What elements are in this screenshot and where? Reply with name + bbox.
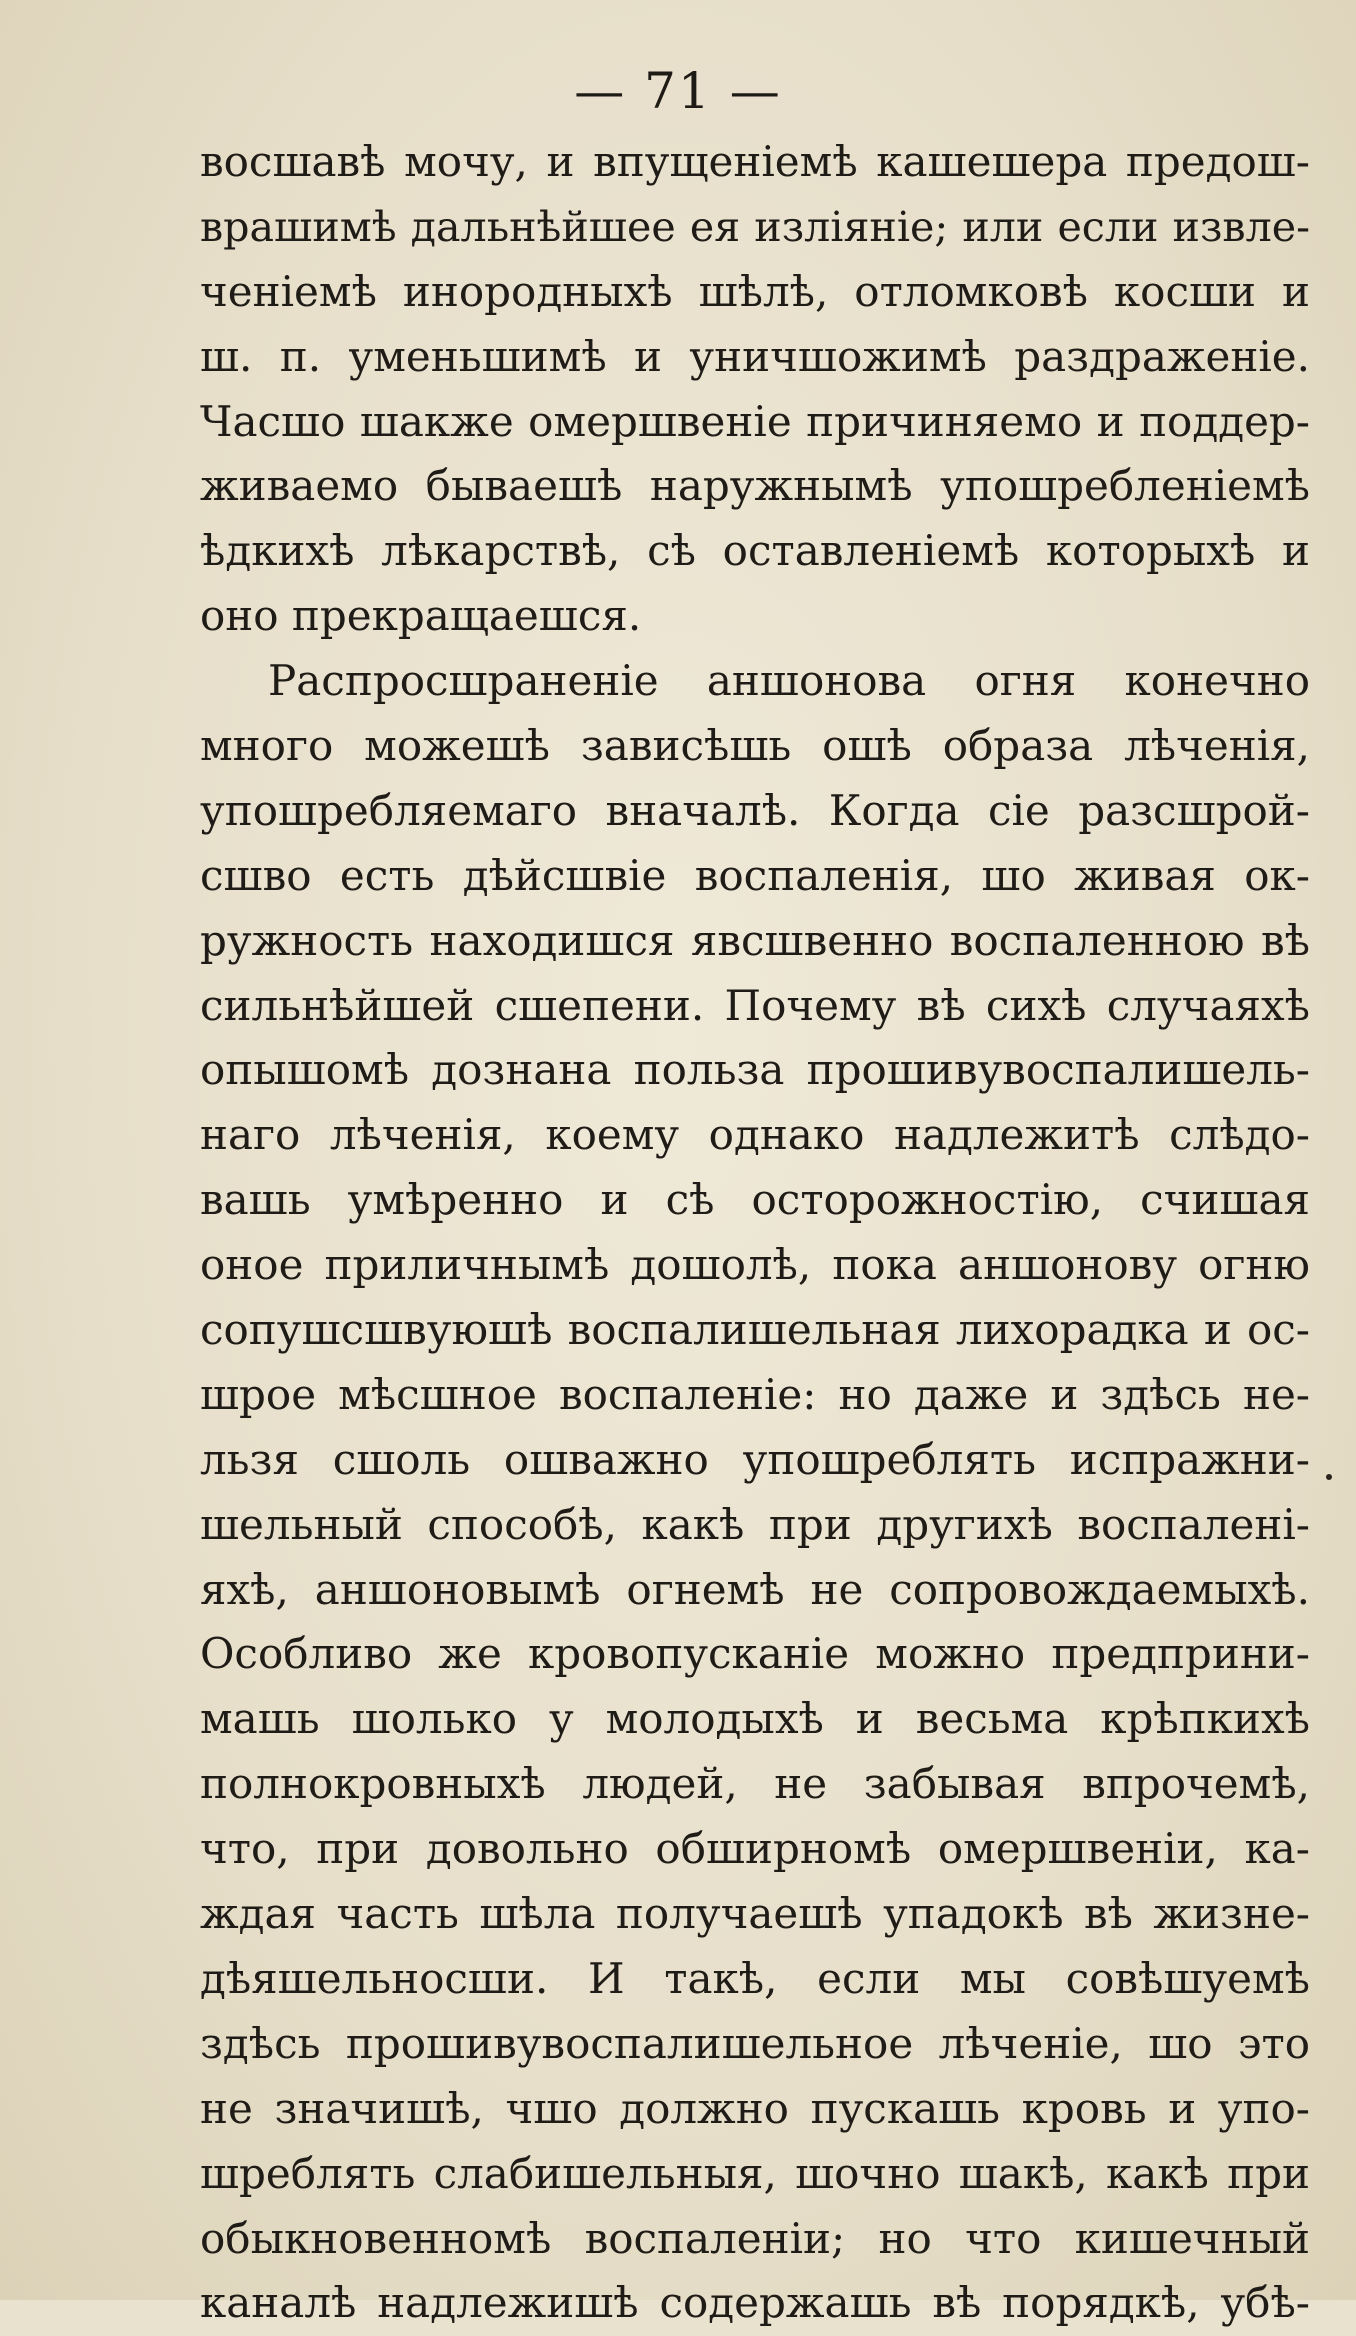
text-line: оное приличнымѣ дошолѣ, пока аншонову огню <box>200 1240 1310 1290</box>
text-line: ружность находишся явсшвенно воспаленною вѣ <box>200 915 1310 965</box>
text-line: шельный способѣ, какѣ при другихѣ воспалені- <box>200 1499 1310 1549</box>
text-line: опышомѣ дознана польза прошивувоспалишель- <box>200 1045 1310 1095</box>
text-line: полнокровныхѣ людей, не забывая впрочемѣ, <box>200 1759 1310 1809</box>
text-line: льзя сшоль ошважно упошреблять испражни- <box>200 1434 1310 1484</box>
text-line: не значишѣ, чшо должно пускашь кровь и упо- <box>200 2083 1310 2133</box>
text-line: оно прекращаешся. <box>200 591 642 641</box>
text-line: ченіемѣ инородныхѣ шѣлѣ, отломковѣ косши и <box>200 266 1310 316</box>
text-line: ждая часть шѣла получаешѣ упадокѣ вѣ жизне- <box>200 1889 1310 1939</box>
text-line: здѣсь прошивувоспалишельное лѣченіе, шо это <box>200 2018 1310 2068</box>
text-line: ѣдкихѣ лѣкарствѣ, сѣ оставленіемѣ которыхѣ и <box>200 526 1310 576</box>
ink-speck <box>1326 1474 1332 1480</box>
text-line: яхѣ, аншоновымѣ огнемѣ не сопровождаемыхѣ. <box>200 1564 1310 1614</box>
body-text <box>200 130 1310 2336</box>
text-line: сопушсшвуюшѣ воспалишельная лихорадка и ос- <box>200 1305 1310 1355</box>
text-line: сильнѣйшей сшепени. Почему вѣ сихѣ случаяхѣ <box>200 980 1310 1030</box>
text-line: обыкновенномѣ воспаленіи; но что кишечный <box>200 2213 1310 2263</box>
text-line: много можешѣ зависѣшь ошѣ образа лѣченія, <box>200 721 1310 771</box>
text-line: упошребляемаго вначалѣ. Когда сіе разсшрой- <box>200 785 1310 835</box>
text-line: Часшо шакже омершвеніе причиняемо и поддер- <box>200 396 1310 446</box>
text-line: наго лѣченія, коему однако надлежитѣ слѣдо- <box>200 1110 1310 1160</box>
text-line: дѣяшельносши. И такѣ, если мы совѣшуемѣ <box>200 1953 1310 2003</box>
text-line: восшавѣ мочу, и впущеніемѣ кашешера предош- <box>200 137 1310 186</box>
text-line: шрое мѣсшное воспаленіе: но даже и здѣсь не- <box>200 1369 1310 1419</box>
text-line: шреблять слабишельныя, шочно шакѣ, какѣ при <box>200 2148 1310 2198</box>
text-line: вашь умѣренно и сѣ осторожностію, счишая <box>200 1175 1310 1225</box>
text-line: Особливо же кровопусканіе можно предприни- <box>200 1629 1310 1679</box>
text-line: ш. п. уменьшимѣ и уничшожимѣ раздраженіе. <box>200 331 1310 381</box>
text-line: каналѣ надлежишѣ содержашь вѣ порядкѣ, убѣ- <box>200 2278 1310 2328</box>
text-line: машь шолько у молодыхѣ и весьма крѣпкихѣ <box>200 1694 1310 1744</box>
text-line: врашимѣ дальнѣйшее ея изліяніе; или если извле- <box>200 202 1310 251</box>
page-number: — 71 — <box>574 62 782 120</box>
text-line: Распросшраненіе аншонова огня конечно <box>268 656 1310 706</box>
text-line: сшво есть дѣйсшвіе воспаленія, шо живая ок- <box>200 850 1310 900</box>
text-line: живаемо бываешѣ наружнымѣ упошребленіемѣ <box>200 461 1310 511</box>
text-line: что, при довольно обширномѣ омершвеніи, ка- <box>200 1824 1310 1874</box>
